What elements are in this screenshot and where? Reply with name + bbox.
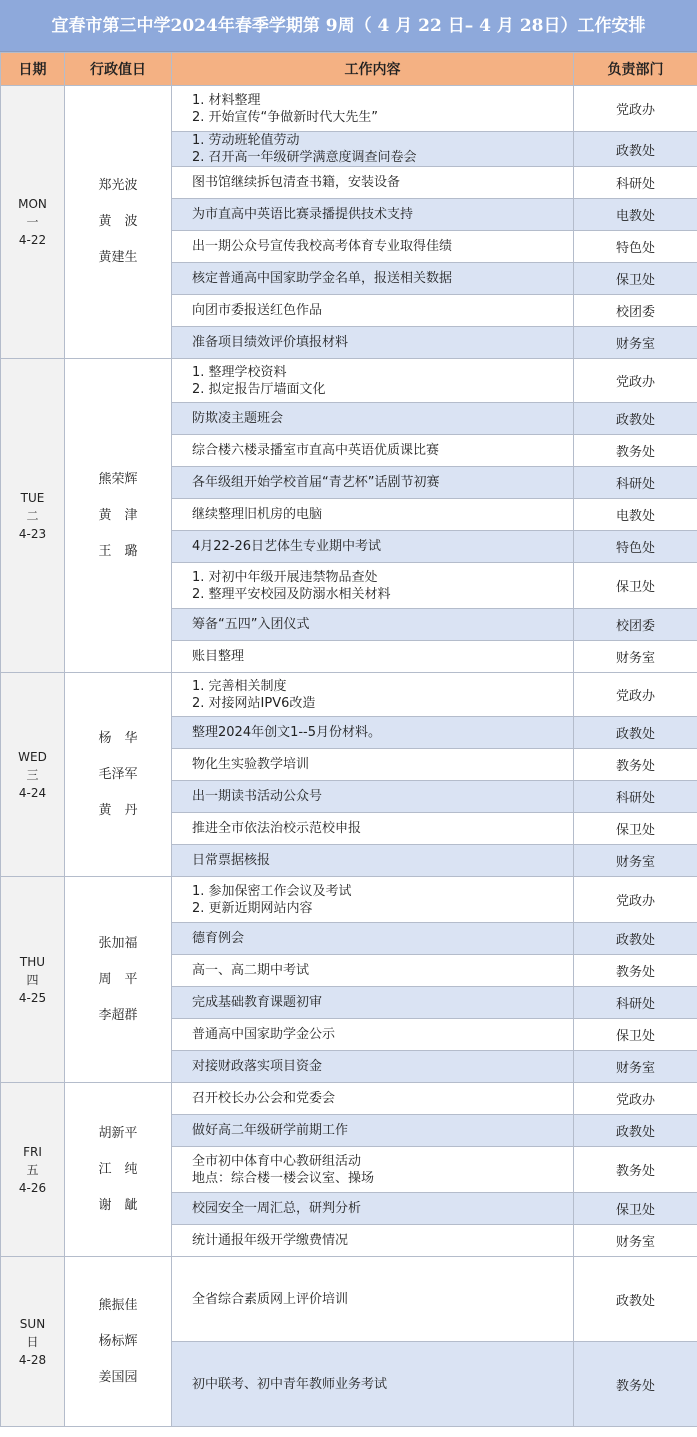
task-line: 防欺凌主题班会: [192, 411, 284, 426]
day-en: TUE: [20, 490, 45, 505]
task-line: 日常票据核报: [192, 853, 271, 868]
task-line: 1. 完善相关制度: [192, 678, 287, 694]
task-line: 全市初中体育中心教研组活动: [192, 1153, 362, 1169]
dept-cell: 保卫处: [574, 813, 697, 845]
duty-name: 周 平: [98, 971, 138, 987]
day-en: WED: [18, 749, 47, 764]
duty-cell: [65, 1083, 172, 1257]
task-content: [172, 1257, 574, 1342]
dept-cell: 党政办: [574, 1083, 697, 1115]
task-line: 1. 对初中年级开展违禁物品查处: [192, 569, 378, 585]
header-date: 日期: [1, 53, 65, 86]
task-line: 继续整理旧机房的电脑: [192, 507, 323, 522]
dept-cell: 政教处: [574, 923, 697, 955]
task-content: [172, 813, 574, 845]
day-date: 4-23: [18, 526, 47, 541]
task-content: [172, 231, 574, 263]
task-line: 2. 更新近期网站内容: [192, 900, 313, 916]
day-date: 4-22: [18, 233, 47, 247]
dept-cell: 政教处: [574, 403, 697, 435]
dept-cell: 电教处: [574, 499, 697, 531]
dept-cell: 教务处: [574, 749, 697, 781]
dept-cell: 政教处: [574, 1115, 697, 1147]
day-date: 4-25: [18, 990, 47, 1005]
task-row: [1, 1257, 697, 1342]
day-cn: 三: [26, 767, 39, 782]
duty-name: 熊振佳: [98, 1297, 138, 1313]
dept-cell: 党政办: [574, 86, 697, 132]
task-row: [1, 877, 697, 923]
duty-cell: [65, 1257, 172, 1427]
duty-name: 毛泽军: [98, 766, 138, 782]
dept-cell: 电教处: [574, 199, 697, 231]
header-duty: 行政值日: [65, 53, 172, 86]
dept-cell: 党政办: [574, 877, 697, 923]
dept-cell: 保卫处: [574, 1193, 697, 1225]
dept-cell: 科研处: [574, 781, 697, 813]
duty-cell: [65, 673, 172, 877]
task-line: 出一期读书活动公众号: [192, 789, 323, 804]
task-line: 地点：综合楼一楼会议室、操场: [192, 1170, 375, 1186]
dept-cell: 保卫处: [574, 263, 697, 295]
day-cell: [1, 359, 65, 673]
task-line: 召开校长办公会和党委会: [192, 1091, 336, 1106]
header-dept: 负责部门: [574, 53, 697, 86]
task-content: [172, 1051, 574, 1083]
duty-cell: [65, 86, 172, 359]
dept-cell: 保卫处: [574, 1019, 697, 1051]
dept-cell: 党政办: [574, 673, 697, 717]
task-content: [172, 359, 574, 403]
task-line: 1. 整理学校资料: [192, 364, 287, 380]
task-content: [172, 563, 574, 609]
duty-cell: [65, 359, 172, 673]
dept-cell: 财务室: [574, 1051, 697, 1083]
task-content: [172, 167, 574, 199]
day-en: SUN: [19, 1316, 46, 1331]
task-content: [172, 987, 574, 1019]
dept-cell: 科研处: [574, 167, 697, 199]
dept-cell: 政教处: [574, 1257, 697, 1342]
task-content: [172, 86, 574, 132]
task-line: 准备项目绩效评价填报材料: [192, 335, 349, 350]
duty-name: 黄 波: [98, 214, 138, 229]
day-cell: [1, 1083, 65, 1257]
task-content: [172, 1342, 574, 1427]
day-cell: [1, 1257, 65, 1427]
task-content: [172, 1147, 574, 1193]
task-content: [172, 403, 574, 435]
task-content: [172, 263, 574, 295]
task-line: 2. 拟定报告厅墙面文化: [192, 381, 326, 397]
day-date: 4-26: [18, 1180, 47, 1195]
duty-name: 江 纯: [98, 1161, 138, 1177]
duty-name: 姜国园: [98, 1369, 138, 1385]
task-line: 对接财政落实项目资金: [192, 1059, 323, 1074]
duty-name: 黄建生: [98, 250, 138, 265]
task-line: 图书馆继续拆包清查书籍，安装设备: [192, 175, 401, 190]
task-line: 校园安全一周汇总，研判分析: [192, 1201, 362, 1216]
duty-name: 张加福: [98, 935, 138, 951]
task-content: [172, 1083, 574, 1115]
task-line: 做好高二年级研学前期工作: [192, 1123, 349, 1138]
task-line: 2. 整理平安校园及防溺水相关材料: [192, 586, 391, 602]
task-content: [172, 1193, 574, 1225]
dept-cell: 财务室: [574, 845, 697, 877]
duty-name: 郑光波: [98, 178, 138, 193]
task-content: [172, 531, 574, 563]
task-line: 统计通报年级开学缴费情况: [192, 1233, 349, 1248]
task-content: [172, 955, 574, 987]
task-content: [172, 327, 574, 359]
task-content: [172, 199, 574, 231]
duty-name: 黄 津: [98, 507, 138, 523]
task-content: [172, 295, 574, 327]
task-line: 2. 召开高一年级研学满意度调查问卷会: [192, 150, 417, 165]
day-cell: [1, 673, 65, 877]
day-date: 4-28: [18, 1352, 47, 1367]
task-row: [1, 673, 697, 717]
task-content: [172, 132, 574, 167]
task-line: 高一、高二期中考试: [192, 963, 310, 978]
day-date: 4-24: [18, 785, 47, 800]
dept-cell: 科研处: [574, 467, 697, 499]
task-line: 向团市委报送红色作品: [192, 303, 323, 318]
day-cn: 二: [26, 508, 39, 523]
task-content: [172, 1019, 574, 1051]
task-content: [172, 499, 574, 531]
task-line: 2. 开始宣传“争做新时代大先生”: [192, 109, 379, 125]
day-cn: 五: [26, 1162, 39, 1177]
dept-cell: 党政办: [574, 359, 697, 403]
task-row: [1, 86, 697, 132]
task-content: [172, 609, 574, 641]
day-cn: 一: [26, 215, 39, 229]
task-content: [172, 435, 574, 467]
day-en: THU: [19, 954, 46, 969]
task-line: 整理2024年创文1--5月份材料。: [192, 725, 382, 740]
dept-cell: 校团委: [574, 295, 697, 327]
task-line: 各年级组开始学校首届“青艺杯”话剧节初赛: [192, 475, 440, 490]
day-cn: 四: [26, 972, 39, 987]
task-line: 1. 劳动班轮值劳动: [192, 133, 300, 148]
duty-name: 黄 丹: [98, 802, 138, 818]
task-content: [172, 717, 574, 749]
task-content: [172, 877, 574, 923]
dept-cell: 政教处: [574, 132, 697, 167]
dept-cell: 科研处: [574, 987, 697, 1019]
task-line: 推进全市依法治校示范校申报: [192, 821, 362, 836]
task-content: [172, 673, 574, 717]
task-content: [172, 641, 574, 673]
task-content: [172, 749, 574, 781]
day-en: FRI: [23, 1144, 42, 1159]
dept-cell: 特色处: [574, 231, 697, 263]
duty-name: 杨标辉: [98, 1333, 138, 1349]
dept-cell: 财务室: [574, 1225, 697, 1257]
task-content: [172, 845, 574, 877]
duty-name: 李超群: [98, 1007, 138, 1023]
task-content: [172, 467, 574, 499]
header-content: 工作内容: [172, 53, 574, 86]
duty-name: 谢 龇: [98, 1197, 138, 1213]
task-line: 完成基础教育课题初审: [192, 995, 323, 1010]
dept-cell: 保卫处: [574, 563, 697, 609]
task-line: 2. 对接网站IPV6改造: [192, 695, 316, 711]
dept-cell: 教务处: [574, 435, 697, 467]
duty-name: 熊荣辉: [98, 471, 138, 487]
schedule-table: [0, 52, 697, 1427]
day-en: MON: [18, 197, 47, 211]
task-content: [172, 781, 574, 813]
dept-cell: 教务处: [574, 955, 697, 987]
task-content: [172, 923, 574, 955]
day-cell: [1, 877, 65, 1083]
duty-cell: [65, 877, 172, 1083]
task-line: 出一期公众号宣传我校高考体育专业取得佳绩: [192, 239, 453, 254]
task-line: 核定普通高中国家助学金名单，报送相关数据: [192, 271, 453, 286]
task-line: 1. 材料整理: [192, 92, 261, 108]
task-row: [1, 1083, 697, 1115]
duty-name: 胡新平: [98, 1125, 138, 1141]
dept-cell: 教务处: [574, 1342, 697, 1427]
task-row: [1, 359, 697, 403]
dept-cell: 财务室: [574, 641, 697, 673]
duty-name: 杨 华: [98, 730, 138, 746]
task-line: 4月22-26日艺体生专业期中考试: [192, 539, 382, 554]
task-line: 普通高中国家助学金公示: [192, 1027, 336, 1042]
task-line: 为市直高中英语比赛录播提供技术支持: [192, 207, 414, 222]
task-line: 物化生实验教学培训: [192, 757, 310, 772]
task-line: 综合楼六楼录播室市直高中英语优质课比赛: [192, 443, 440, 458]
task-line: 筹备“五四”入团仪式: [192, 617, 310, 632]
page-title: 宜春市第三中学2024年春季学期第 9周（ 4 月 22 日– 4 月 28日）工作安排: [0, 0, 697, 52]
duty-name: 王 璐: [98, 543, 138, 559]
dept-cell: 教务处: [574, 1147, 697, 1193]
task-content: [172, 1115, 574, 1147]
dept-cell: 校团委: [574, 609, 697, 641]
dept-cell: 财务室: [574, 327, 697, 359]
schedule-body: [1, 86, 697, 1427]
day-cn: 日: [26, 1334, 39, 1349]
task-content: [172, 1225, 574, 1257]
task-line: 全省综合素质网上评价培训: [192, 1291, 349, 1307]
dept-cell: 特色处: [574, 531, 697, 563]
task-line: 1. 参加保密工作会议及考试: [192, 883, 352, 899]
dept-cell: 政教处: [574, 717, 697, 749]
day-cell: [1, 86, 65, 359]
task-line: 初中联考、初中青年教师业务考试: [192, 1376, 388, 1392]
task-line: 德育例会: [192, 931, 245, 946]
task-line: 账目整理: [192, 649, 245, 664]
header-row: [1, 53, 697, 86]
